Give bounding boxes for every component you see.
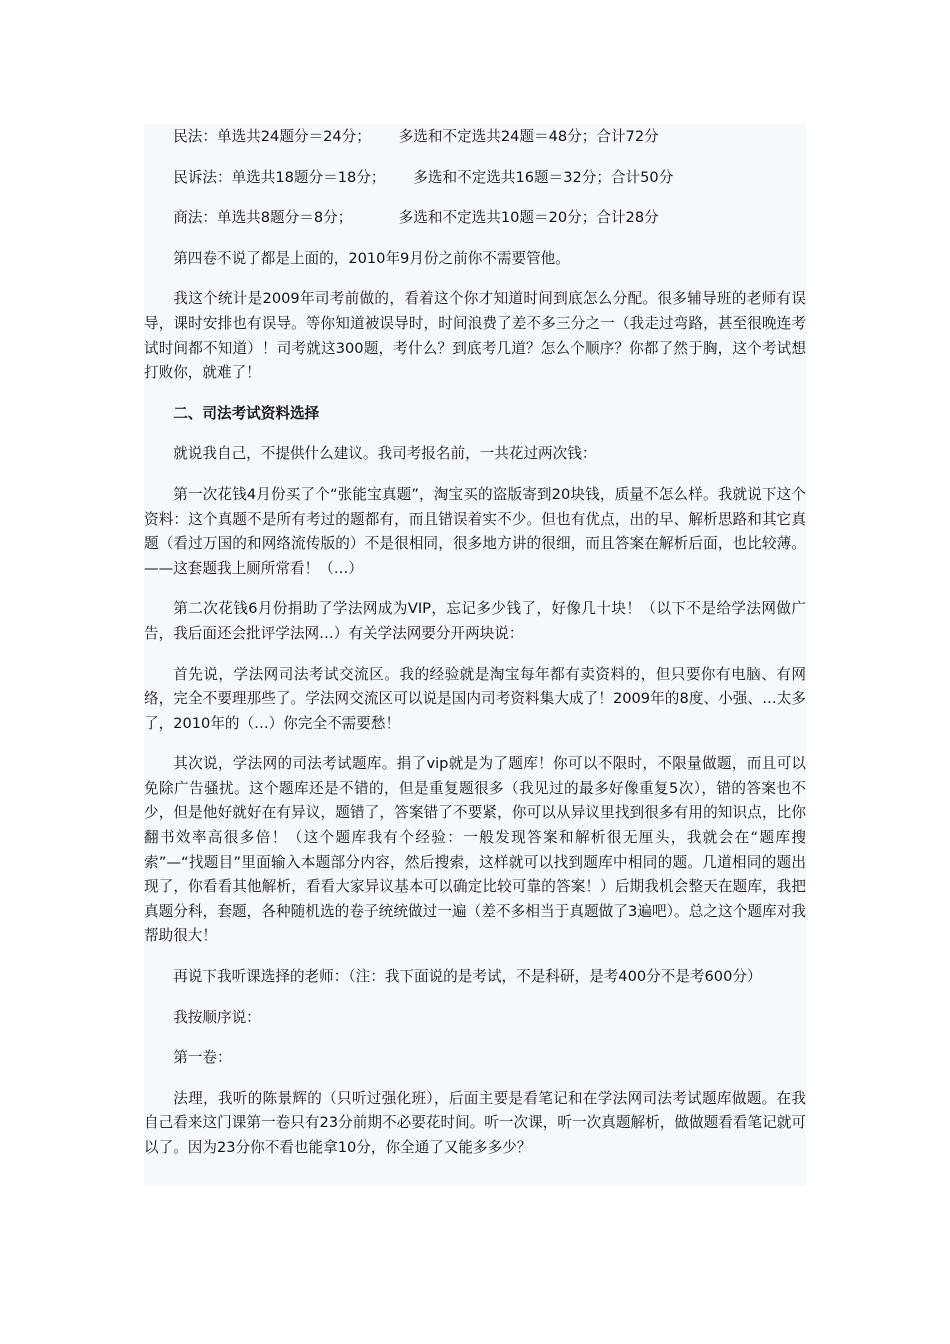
paragraph-second-purchase: 第二次花钱6月份捐助了学法网成为VIP，忘记多少钱了，好像几十块！（以下不是给学法网做广告，我后面还会批评学法网…）有关学法网要分开两块说： — [144, 600, 806, 642]
paragraph-intro-spending: 就说我自己，不提供什么建议。我司考报名前，一共花过两次钱： — [173, 445, 597, 463]
paragraph-statistics-note: 我这个统计是2009年司考前做的，看着这个你才知道时间到底怎么分配。很多辅导班的老师有误导，课时安排也有误导。等你知道被误导时，时间浪费了差不多三分之一（我走过弯路，甚至很晚连考试时间都不知道）！司考就这300题，考什么？到底考几道？怎么个顺序？你都了然于胸，这个考试想打败你，就难了！ — [144, 290, 806, 382]
paragraph-first-purchase: 第一次花钱4月份买了个“张能宝真题”，淘宝买的盗版寄到20块钱，质量不怎么样。我就说下这个资料：这个真题不是所有考过的题都有，而且错误着实不少。但也有优点，出的早、解析思路和其它真题（看过万国的和网络流传版的）不是很相同，很多地方讲的很细，而且答案在解析后面，也比较薄。——这套题我上厕所常看！（…） — [144, 485, 806, 577]
paragraph-question-bank: 其次说，学法网的司法考试题库。捐了vip就是为了题库！你可以不限时，不限量做题，而且可以免除广告骚扰。这个题库还是不错的，但是重复题很多（我见过的最多好像重复5次），错的答案也不少，但是他好就好在有异议，题错了，答案错了不要紧，你可以从异议里找到很多有用的知识点，比你翻书效率高很多倍！（这个题库我有个经验：一般发现答案和解析很无厘头，我就会在“题库搜索”—“找题目”里面输入本题部分内容，然后搜索，这样就可以找到题库中相同的题。几道相同的题出现了，你看看其他解析，看看大家异议基本可以确定比较可靠的答案！）后期我机会整天在题库，我把真题分科，套题，各种随机选的卷子统统做过一遍（差不多相当于真题做了3遍吧）。总之这个题库对我帮助很大！ — [144, 755, 806, 945]
document-body — [144, 124, 806, 1161]
paragraph-forum: 首先说，学法网司法考试交流区。我的经验就是淘宝每年都有卖资料的，但只要你有电脑、有网络，完全不要理那些了。学法网交流区可以说是国内司考资料集大成了！2009年的8度、小强、…太多了，2010年的（…）你完全不需要愁！ — [144, 665, 806, 732]
paragraph-paper-one: 第一卷： — [173, 1049, 232, 1067]
paragraph-civil-law-scores: 民法：单选共24题分＝24分； 多选和不定选共24题＝48分；合计72分 — [173, 128, 659, 145]
paragraph-civil-procedure-scores: 民诉法：单选共18题分＝18分； 多选和不定选共16题＝32分；合计50分 — [173, 168, 674, 186]
paragraph-teacher-choice: 再说下我听课选择的老师：（注：我下面说的是考试，不是科研，是考400分不是考600分） — [173, 968, 762, 986]
paragraph-fourth-paper: 第四卷不说了都是上面的，2010年9月份之前你不需要管他。 — [173, 249, 570, 267]
paragraph-commercial-law-scores: 商法：单选共8题分＝8分； 多选和不定选共10题＝20分；合计28分 — [173, 209, 659, 227]
section-heading-materials: 二、司法考试资料选择 — [173, 404, 320, 422]
paragraph-jurisprudence: 法理，我听的陈景辉的（只听过强化班），后面主要是看笔记和在学法网司法考试题库做题。在我自己看来这门课第一卷只有23分前期不必要花时间。听一次课，听一次真题解析，做做题看看笔记就可以了。因为23分你不看也能拿10分，你全通了又能多多少？ — [144, 1089, 806, 1156]
paragraph-order: 我按顺序说： — [173, 1008, 261, 1026]
